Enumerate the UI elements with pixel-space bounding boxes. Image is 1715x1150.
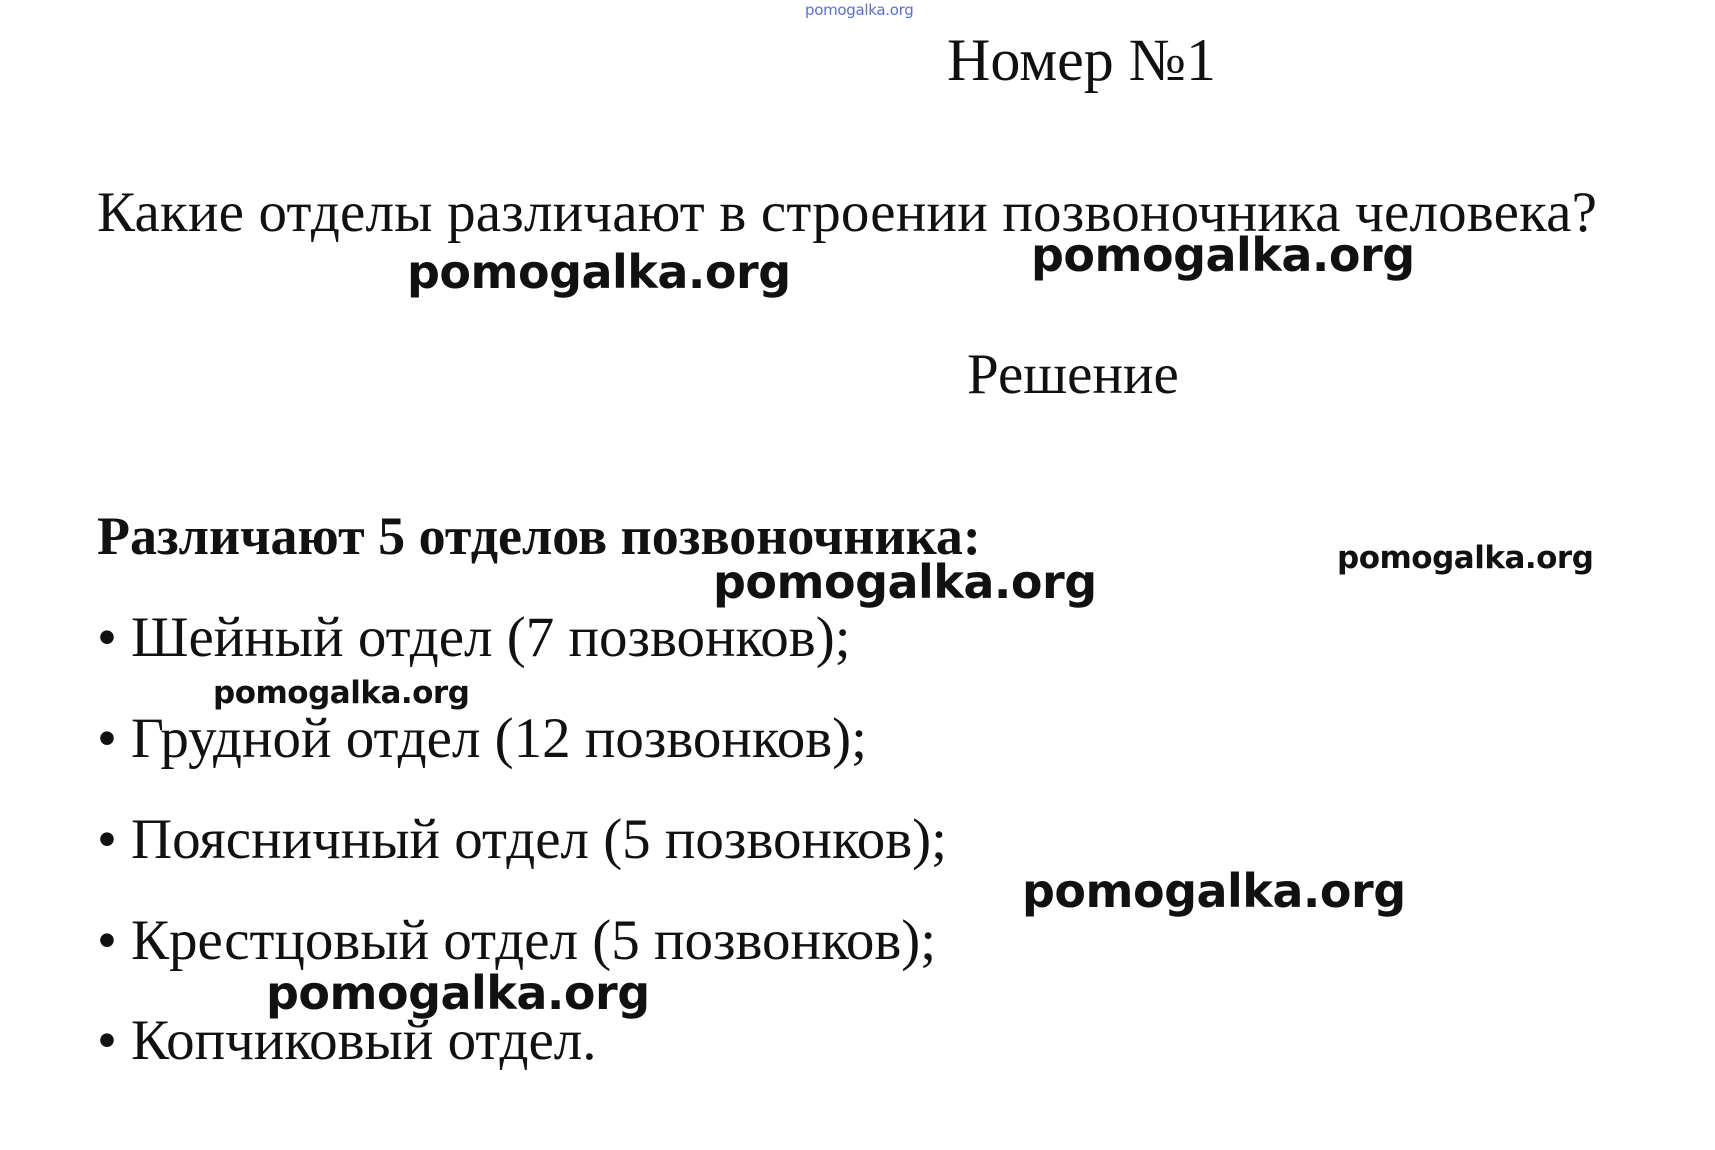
top-watermark: pomogalka.org	[805, 1, 914, 19]
question-text: Какие отделы различают в строении позвоночника человека?	[97, 181, 1598, 244]
list-item	[97, 605, 851, 671]
watermark: pomogalka.org	[266, 966, 650, 1020]
solution-heading: Решение	[967, 343, 1179, 406]
list-item-text: Поясничный отдел (5 позвонков);	[130, 808, 948, 871]
watermark: pomogalka.org	[407, 245, 791, 299]
list-item	[97, 706, 867, 772]
answer-intro: Различают 5 отделов позвоночника:	[97, 506, 981, 566]
list-item	[97, 1008, 597, 1074]
bullet-dot: •	[97, 808, 117, 871]
watermark: pomogalka.org	[1022, 864, 1406, 918]
list-item-text: Крестцовый отдел (5 позвонков);	[130, 909, 937, 972]
bullet-dot: •	[97, 1009, 117, 1072]
watermark: pomogalka.org	[213, 675, 470, 711]
list-item-text: Шейный отдел (7 позвонков);	[130, 606, 851, 669]
list-item-text: Грудной отдел (12 позвонков);	[130, 707, 867, 770]
bullet-dot: •	[97, 909, 117, 972]
page-title: Номер №1	[947, 27, 1217, 93]
bullet-dot: •	[97, 707, 117, 770]
list-item	[97, 908, 936, 974]
list-item-text: Копчиковый отдел.	[130, 1009, 597, 1072]
watermark: pomogalka.org	[713, 555, 1097, 609]
watermark: pomogalka.org	[1031, 228, 1415, 282]
bullet-dot: •	[97, 606, 117, 669]
watermark: pomogalka.org	[1337, 540, 1594, 576]
list-item	[97, 807, 947, 873]
